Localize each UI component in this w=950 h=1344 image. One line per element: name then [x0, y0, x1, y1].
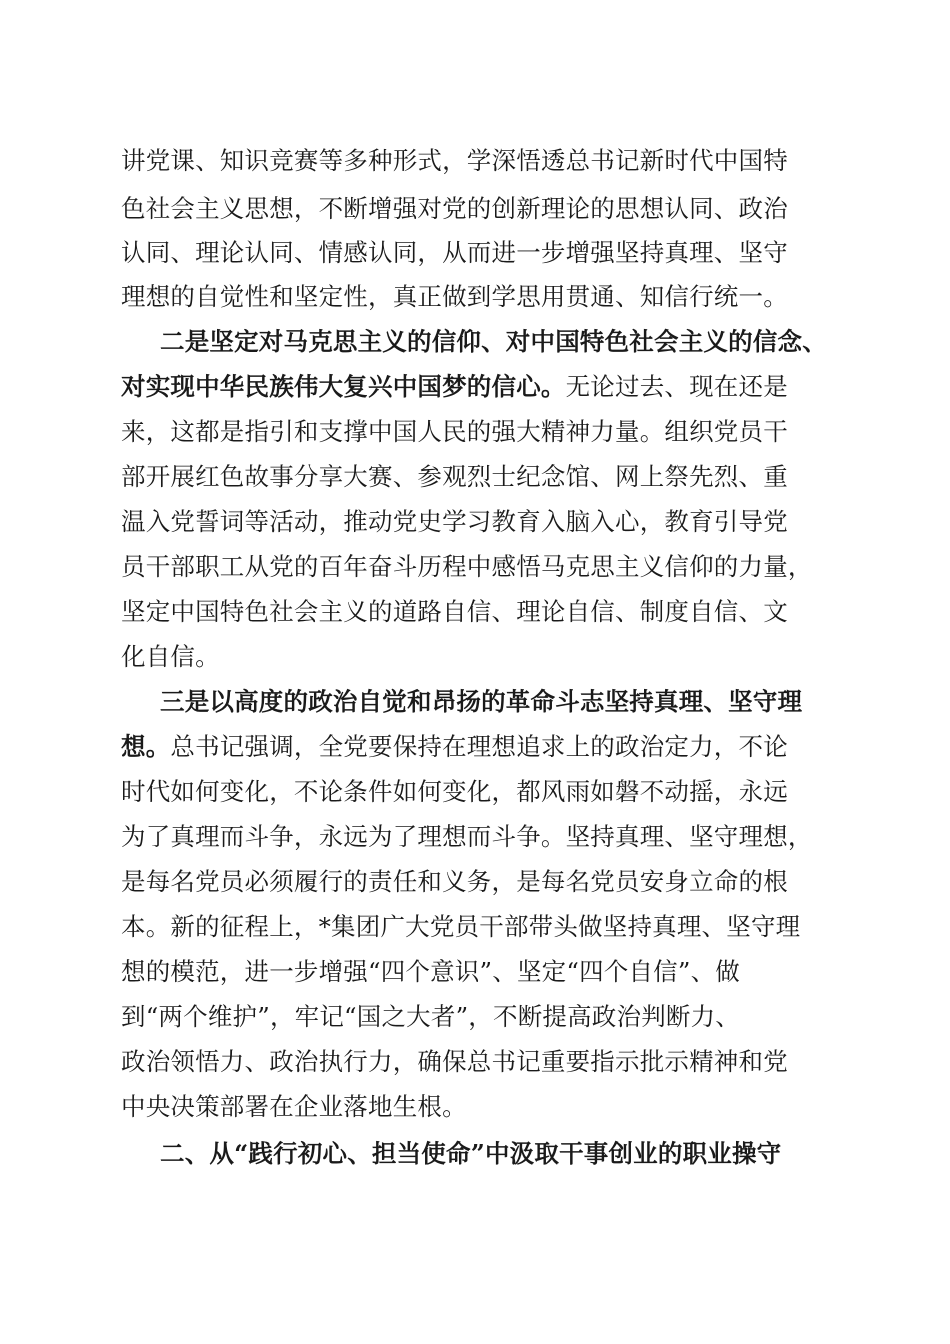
paragraph-bold-line: 二是坚定对马克思主义的信仰、对中国特色社会主义的信念、: [160, 327, 827, 356]
paragraph-normal-span: 无论过去、现在还是: [565, 372, 788, 401]
paragraph-line: 中央决策部署在企业落地生根。: [121, 1092, 467, 1121]
paragraph-line: 政治领悟力、政治执行力，确保总书记重要指示批示精神和党: [121, 1047, 788, 1076]
paragraph-line: 讲党课、知识竞赛等多种形式，学深悟透总书记新时代中国特: [121, 146, 788, 175]
paragraph-line: [121, 727, 788, 767]
paragraph-line: 认同、理论认同、情感认同，从而进一步增强坚持真理、坚守: [121, 238, 788, 267]
paragraph-line: 为了真理而斗争，永远为了理想而斗争。坚持真理、坚守理想，: [121, 822, 813, 851]
paragraph-normal-span: 总书记强调，全党要保持在理想追求上的政治定力，不论: [170, 732, 788, 761]
paragraph-line: 部开展红色故事分享大赛、参观烈士纪念馆、网上祭先烈、重: [121, 462, 788, 491]
paragraph-bold-span: 想。: [121, 732, 171, 761]
paragraph-line: 想的模范，进一步增强“四个意识”、坚定“四个自信”、做: [121, 957, 740, 986]
paragraph-line: 员干部职工从党的百年奋斗历程中感悟马克思主义信仰的力量，: [121, 552, 813, 581]
paragraph-line: 来，这都是指引和支撑中国人民的强大精神力量。组织党员干: [121, 417, 788, 446]
paragraph-line: 是每名党员必须履行的责任和义务，是每名党员安身立命的根: [121, 867, 788, 896]
paragraph-line: 坚定中国特色社会主义的道路自信、理论自信、制度自信、文: [121, 597, 788, 626]
paragraph-line: 化自信。: [121, 642, 220, 671]
paragraph-line: 时代如何变化，不论条件如何变化，都风雨如磐不动摇，永远: [121, 777, 788, 806]
paragraph-line: 温入党誓词等活动，推动党史学习教育入脑入心，教育引导党: [121, 507, 788, 536]
paragraph-line: 理想的自觉性和坚定性，真正做到学思用贯通、知信行统一。: [121, 282, 788, 311]
paragraph-bold-span: 对实现中华民族伟大复兴中国梦的信心。: [121, 372, 566, 401]
paragraph-line: 到“两个维护”，牢记“国之大者”，不断提高政治判断力、: [121, 1002, 740, 1031]
paragraph-line: 本。新的征程上，*集团广大党员干部带头做坚持真理、坚守理: [121, 912, 801, 941]
paragraph-bold-line: 三是以高度的政治自觉和昂扬的革命斗志坚持真理、坚守理: [160, 687, 803, 716]
paragraph-line: [121, 367, 788, 407]
section-heading: 二、从“践行初心、担当使命”中汲取干事创业的职业操守: [160, 1139, 782, 1168]
paragraph-line: 色社会主义思想，不断增强对党的创新理论的思想认同、政治: [121, 194, 788, 223]
